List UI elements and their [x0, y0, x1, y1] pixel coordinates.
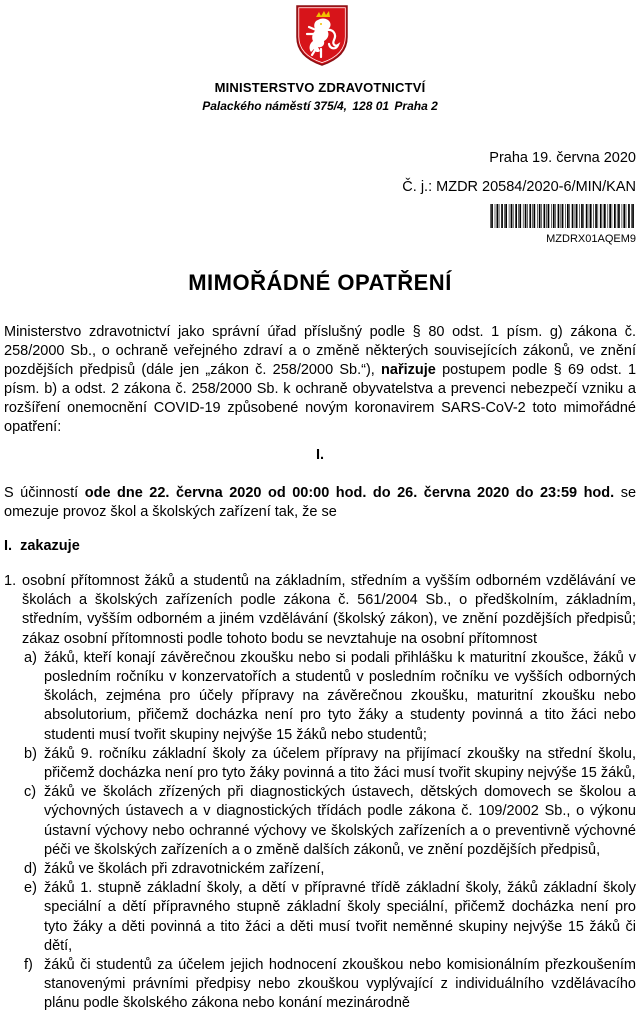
barcode-code: MZDRX01AQEM9: [546, 233, 636, 245]
list-item: [24, 956, 636, 1014]
subitem-letter: c): [24, 784, 37, 801]
section-number: I.: [315, 447, 325, 463]
subitem-letter: d): [24, 861, 37, 878]
list-item: [24, 879, 636, 956]
prohibition-heading: I. zakazuje: [4, 538, 80, 554]
subitem-text: žáků, kteří konají závěrečnou zkoušku nebo si podali přihlášku k maturitní zkoušce, žáků v posledním ročníku v konzervatořích a studentů v posledním ročníku ve vyšších odborných školách, zejména pro účely přípravy na závěrečnou zkoušku, maturitní zkoušku nebo absolutorium, přičemž docházka není pro tyto žáky a studenty povinná a tito žáci nebo studenti musí tvořit skupiny nejvýše 15 žáků nebo studentů;: [44, 649, 636, 743]
subitem-letter: b): [24, 745, 37, 762]
effect-paragraph: [4, 484, 636, 522]
intro-paragraph: [4, 323, 636, 437]
reference-number: Č. j.: MZDR 20584/2020-6/MIN/KAN: [402, 179, 636, 195]
effect-prefix: S účinností: [4, 485, 79, 501]
list-item: [24, 745, 636, 783]
item-number: 1.: [4, 573, 17, 589]
subitem-text: žáků či studentů za účelem jejich hodnocení zkouškou nebo komisionálním přezkoušením stanovenými právními předpisy nebo zkouškou vyplývající z individuálního vzdělávacího plánu podle školského zákona nebo konání mezinárodně: [44, 957, 636, 1012]
intro-text-1: Ministerstvo zdravotnictví jako správní úřad příslušný podle § 80 odst. 1 písm. g) zákona č. 258/2000 Sb., o ochraně veřejného zdraví a o změně některých souvisejících zákonů, ve znění pozdějších předpisů (dále jen „zákon č. 258/2000 Sb.“),: [4, 324, 636, 378]
document-date: Praha 19. června 2020: [489, 150, 636, 166]
ministry-address: [0, 99, 640, 113]
barcode-icon: [490, 204, 636, 228]
subitem-list: [4, 649, 636, 1014]
effect-suffix: se omezuje provoz škol a školských zařízení tak, že se: [4, 485, 637, 520]
intro-bold: nařizuje: [381, 362, 436, 378]
subitem-letter: e): [24, 880, 37, 897]
subitem-letter: f): [24, 957, 33, 974]
list-item: [24, 783, 636, 860]
list-item: [24, 860, 636, 879]
subitem-text: žáků ve školách při zdravotnickém zařízení,: [44, 861, 325, 878]
intro-text-2: postupem podle § 69 odst. 1 písm. b) a odst. 2 zákona č. 258/2000 Sb. k ochraně obyvatelstva a prevenci nebezpečí vzniku a rozšíření onemocnění COVID-19 způsobené novým koronavirem SARS-CoV-2 toto mimořádné opatření:: [4, 362, 637, 435]
list-item: [4, 572, 636, 1014]
subitem-letter: a): [24, 649, 37, 666]
address-city: Praha 2: [394, 99, 438, 113]
subitem-text: žáků 1. stupně základní školy, a dětí v přípravné třídě základní školy, žáků základní školy speciální a dětí přípravného stupně základní školy speciální, přičemž docházka není pro tyto žáky a děti povinná a tito žáci a děti musí tvořit neměnné skupiny nejvýše 15 žáků či dětí,: [44, 880, 636, 954]
address-street: Palackého náměstí 375/4,: [202, 99, 347, 113]
list-item: [24, 649, 636, 745]
ministry-name: MINISTERSTVO ZDRAVOTNICTVÍ: [214, 80, 426, 95]
state-emblem-icon: [294, 3, 350, 67]
item-text: osobní přítomnost žáků a studentů na základním, středním a vyšším odborném vzdělávání ve školách a školských zařízeních podle zákona č. 561/2004 Sb., o předškolním, základním, středním, vyšším odborném a jiném vzdělávání (školský zákon), ve znění pozdějších předpisů; zákaz osobní přítomnosti podle tohoto bodu se nevztahuje na osobní přítomnost: [22, 573, 636, 647]
subitem-text: žáků 9. ročníku základní školy za účelem přípravy na přijímací zkoušky na střední školu, přičemž docházka není pro tyto žáky povinná a tito žáci musí tvořit skupiny nejvýše 15 žáků,: [44, 745, 636, 782]
document-title: MIMOŘÁDNÉ OPATŘENÍ: [188, 270, 452, 295]
subitem-text: žáků ve školách zřízených při diagnostických ústavech, dětských domovech se školou a výchovných ústavech a v diagnostických třídách podle zákona č. 109/2002 Sb., o výkonu ústavní výchovy nebo ochranné výchovy ve školských zařízeních a o preventivně výchovné péči ve školských zařízeních a o změně dalších zákonů, ve znění pozdějších předpisů,: [44, 784, 636, 858]
address-postal: 128 01: [352, 99, 390, 113]
effect-dates: ode dne 22. června 2020 od 00:00 hod. do 26. června 2020 do 23:59 hod.: [84, 485, 615, 501]
